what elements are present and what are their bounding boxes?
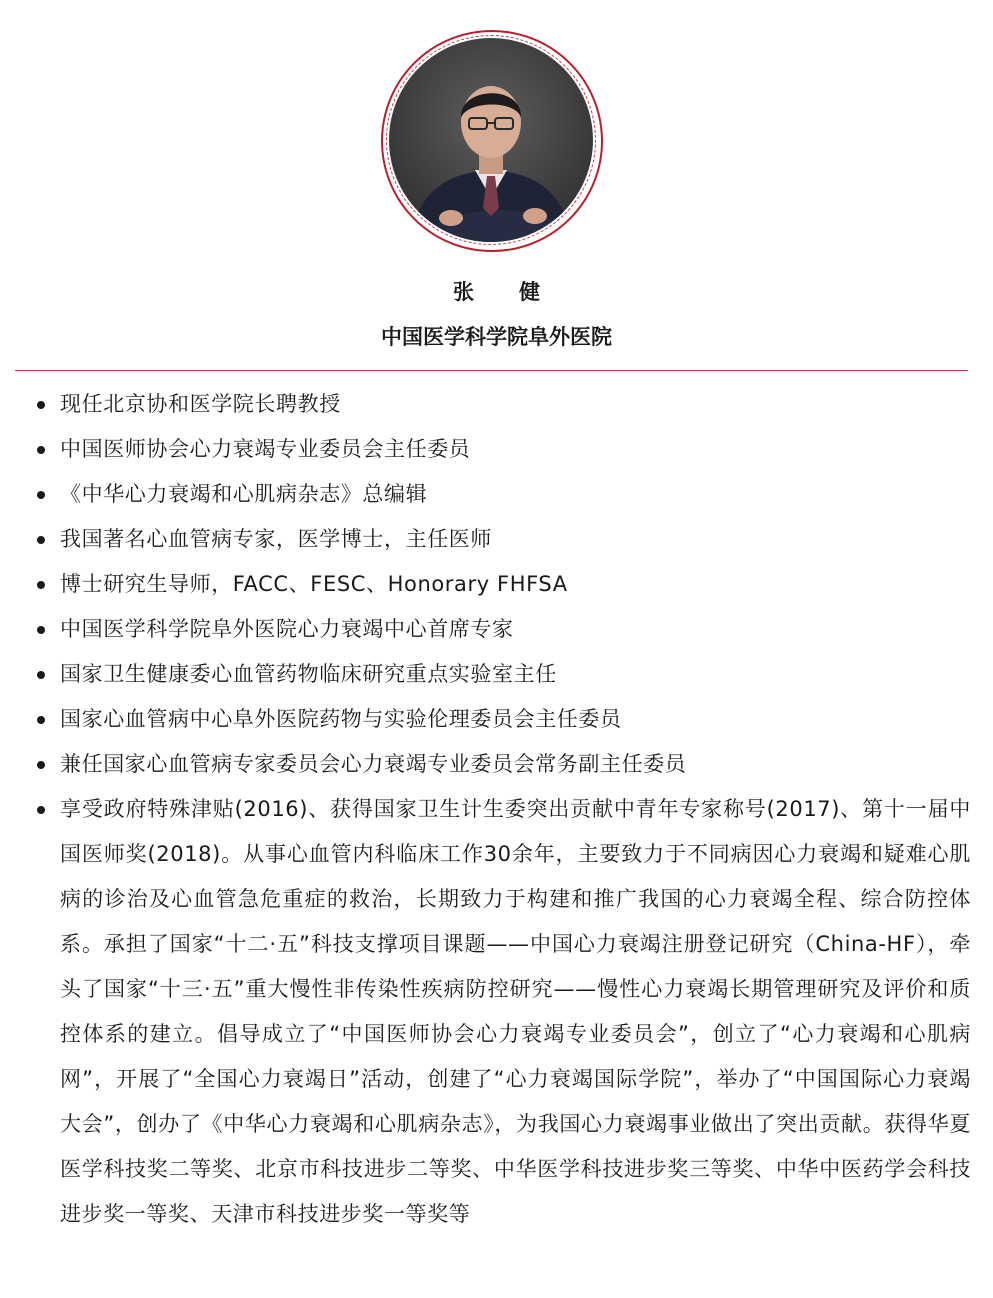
bullet-icon <box>37 761 45 769</box>
bullet-icon <box>37 491 45 499</box>
organization-name: 中国医学科学院阜外医院 <box>381 325 612 349</box>
bullet-icon <box>37 536 45 544</box>
portrait-frame <box>381 30 603 252</box>
bullet-icon <box>37 626 45 634</box>
bullet-icon <box>37 806 45 814</box>
bio-item: 现任北京协和医学院长聘教授 <box>0 382 993 427</box>
bullet-icon <box>37 401 45 409</box>
bio-item: 中国医师协会心力衰竭专业委员会主任委员 <box>0 427 993 472</box>
portrait-photo <box>389 38 593 242</box>
bullet-icon <box>37 671 45 679</box>
section-divider <box>15 370 968 371</box>
bio-item: 兼任国家心血管病专家委员会心力衰竭专业委员会常务副主任委员 <box>0 742 993 787</box>
bio-item: 中国医学科学院阜外医院心力衰竭中心首席专家 <box>0 607 993 652</box>
bio-item-achievements: 享受政府特殊津贴(2016)、获得国家卫生计生委突出贡献中青年专家称号(2017)、第十一届中国医师奖(2018)。从事心血管内科临床工作30余年，主要致力于不同病因心力衰竭和疑难心肌病的诊治及心血管急危重症的救治，长期致力于构建和推广我国的心力衰竭全程、综合防控体系。承担了国家“十二·五”科技支撑项目课题——中国心力衰竭注册登记研究（China-HF），牵头了国家“十三·五”重大慢性非传染性疾病防控研究——慢性心力衰竭长期管理研究及评价和质控体系的建立。倡导成立了“中国医师协会心力衰竭专业委员会”，创立了“心力衰竭和心肌病网”，开展了“全国心力衰竭日”活动，创建了“心力衰竭国际学院”，举办了“中国国际心力衰竭大会”，创办了《中华心力衰竭和心肌病杂志》，为我国心力衰竭事业做出了突出贡献。获得华夏医学科技奖二等奖、北京市科技进步二等奖、中华医学科技进步奖三等奖、中华中医药学会科技进步奖一等奖、天津市科技进步奖一等奖等 <box>0 787 993 1237</box>
bio-list <box>0 382 993 1237</box>
bio-item: 国家卫生健康委心血管药物临床研究重点实验室主任 <box>0 652 993 697</box>
bio-item: 我国著名心血管病专家，医学博士，主任医师 <box>0 517 993 562</box>
person-name: 张 健 <box>453 280 552 304</box>
bio-item: 国家心血管病中心阜外医院药物与实验伦理委员会主任委员 <box>0 697 993 742</box>
bullet-icon <box>37 446 45 454</box>
person-silhouette-icon <box>389 38 593 242</box>
bio-item: 《中华心力衰竭和心肌病杂志》总编辑 <box>0 472 993 517</box>
bullet-icon <box>37 581 45 589</box>
bio-item: 博士研究生导师，FACC、FESC、Honorary FHFSA <box>0 562 993 607</box>
bullet-icon <box>37 716 45 724</box>
